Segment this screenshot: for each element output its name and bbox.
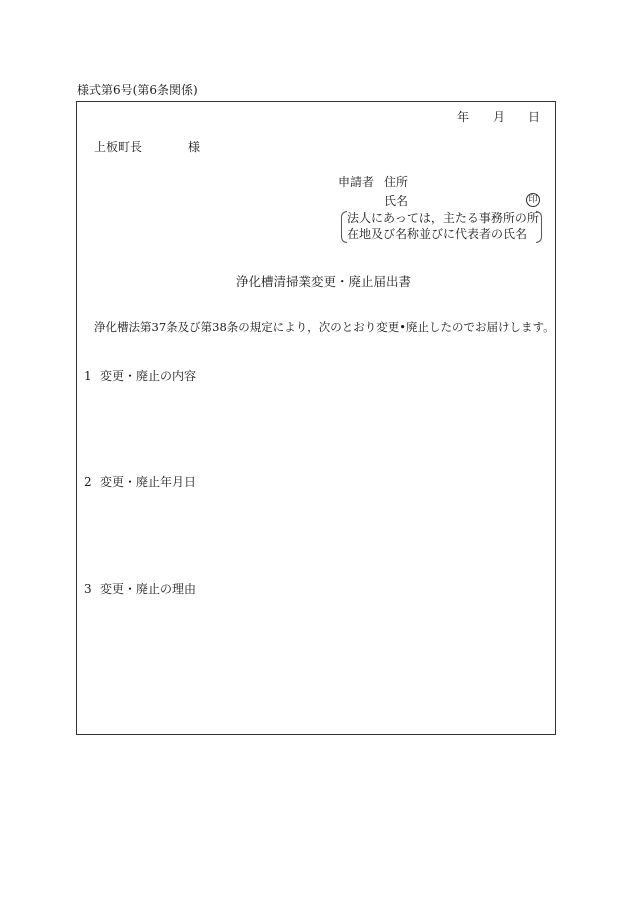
date-year: 年 — [457, 110, 470, 124]
applicant-label: 申請者 — [338, 175, 375, 189]
address-label: 住所 — [384, 175, 409, 189]
seal-icon: 印 — [526, 193, 540, 207]
applicant-note-line1: 法人にあっては，主たる事務所の所 — [347, 211, 539, 225]
item-3-label: 変更・廃止の理由 — [100, 582, 197, 596]
date-month: 月 — [493, 110, 506, 124]
date-day: 日 — [528, 110, 541, 124]
document-title: 浄化槽清掃業変更・廃止届出書 — [236, 274, 412, 289]
note-bracket-right — [536, 211, 542, 243]
item-1-label: 変更・廃止の内容 — [100, 369, 197, 383]
addressee-name: 上板町長 — [94, 140, 143, 154]
form-frame — [76, 101, 556, 735]
item-1-number: 1 — [84, 369, 92, 383]
name-label: 氏名 — [384, 194, 409, 208]
item-2-number: 2 — [84, 475, 92, 489]
body-text: 浄化槽法第37条及び第38条の規定により，次のとおり変更•廃止したのでお届けします。 — [94, 320, 555, 334]
item-3-number: 3 — [84, 582, 92, 596]
addressee-honorific: 様 — [188, 140, 201, 154]
item-2-label: 変更・廃止年月日 — [100, 475, 197, 489]
form-number: 様式第6号(第6条関係) — [77, 83, 198, 97]
applicant-note-line2: 在地及び名称並びに代表者の氏名 — [347, 227, 528, 241]
